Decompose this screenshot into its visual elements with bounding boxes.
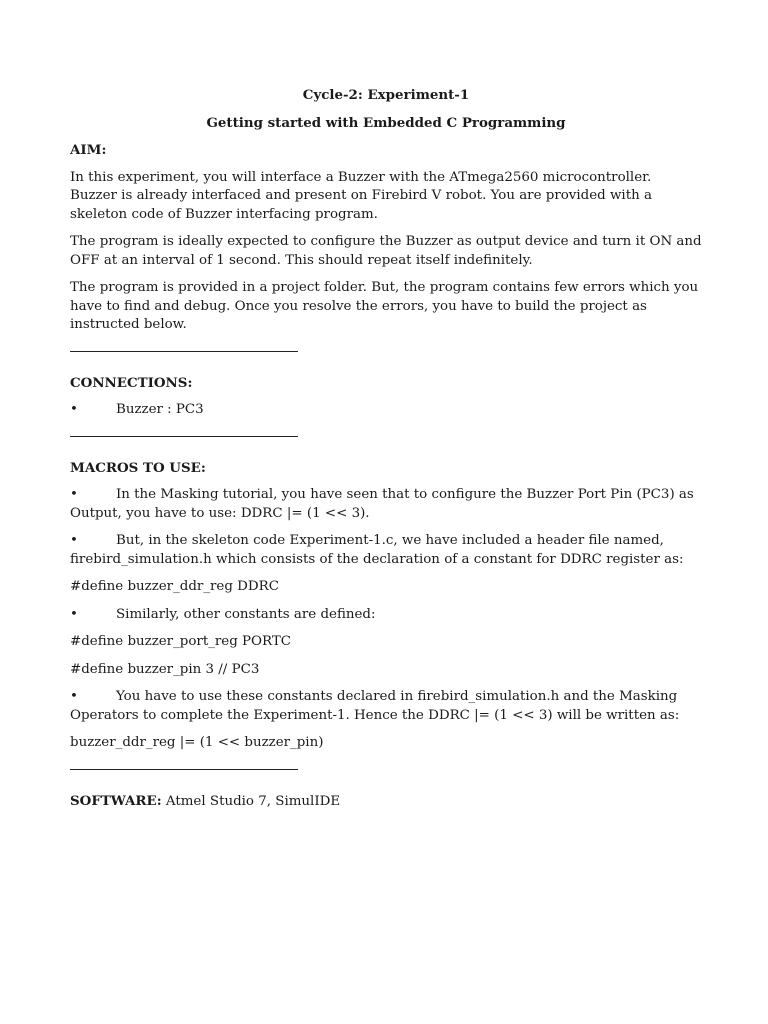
connections-item <box>70 401 702 420</box>
bullet-icon: • <box>70 487 78 502</box>
macros-bullet-2 <box>70 532 702 569</box>
macros-bullet-3-text: Similarly, other constants are defined: <box>116 606 376 622</box>
document-subtitle: Getting started with Embedded C Programming <box>206 114 566 131</box>
section-divider <box>70 436 298 437</box>
aim-paragraph-3: The program is provided in a project folder. But, the program contains few errors which you have to find and debug. Once you resolve the errors, you have to build the project as instructed below. <box>70 280 699 332</box>
code-line-port: #define buzzer_port_reg PORTC <box>70 634 292 649</box>
macros-bullet-1-text: In the Masking tutorial, you have seen that to configure the Buzzer Port Pin (PC3) as Output, you have to use: DDRC |= (1 << 3). <box>70 487 694 521</box>
bullet-icon: • <box>70 402 78 417</box>
code-line-usage: buzzer_ddr_reg |= (1 << buzzer_pin) <box>70 735 324 750</box>
bullet-icon: • <box>70 606 78 622</box>
software-label: SOFTWARE: <box>70 792 162 809</box>
aim-heading: AIM: <box>70 142 107 158</box>
macros-bullet-1 <box>70 486 702 523</box>
connections-heading: CONNECTIONS: <box>70 374 193 391</box>
macros-heading: MACROS TO USE: <box>70 459 206 476</box>
code-line-ddr: #define buzzer_ddr_reg DDRC <box>70 579 279 594</box>
aim-paragraph-2: The program is ideally expected to configure the Buzzer as output device and turn it ON and OFF at an interval of 1 second. This should repeat itself indefinitely. <box>70 234 702 268</box>
document-content <box>70 86 702 820</box>
bullet-icon: • <box>70 689 78 704</box>
bullet-icon: • <box>70 533 78 548</box>
section-divider <box>70 769 298 770</box>
macros-bullet-3 <box>70 606 702 625</box>
software-value: Atmel Studio 7, SimulIDE <box>161 793 341 809</box>
code-line-pin: #define buzzer_pin 3 // PC3 <box>70 661 260 677</box>
macros-bullet-4-text: You have to use these constants declared in firebird_simulation.h and the Masking Operators to complete the Experiment-1. Hence the DDRC |= (1 << 3) will be written as: <box>70 689 680 723</box>
macros-bullet-2-text: But, in the skeleton code Experiment-1.c, we have included a header file named, firebird_simulation.h which consists of the declaration of a constant for DDRC register as: <box>70 533 684 567</box>
section-divider <box>70 351 298 352</box>
connections-item-text: Buzzer : PC3 <box>116 402 204 417</box>
macros-bullet-4 <box>70 688 702 725</box>
document-title: Cycle-2: Experiment-1 <box>302 87 470 103</box>
software-line <box>70 792 702 812</box>
aim-paragraph-1: In this experiment, you will interface a Buzzer with the ATmega2560 microcontroller. Buzzer is already interfaced and present on Firebird V robot. You are provided with a skeleton code of Buzzer interfacing program. <box>70 169 652 222</box>
